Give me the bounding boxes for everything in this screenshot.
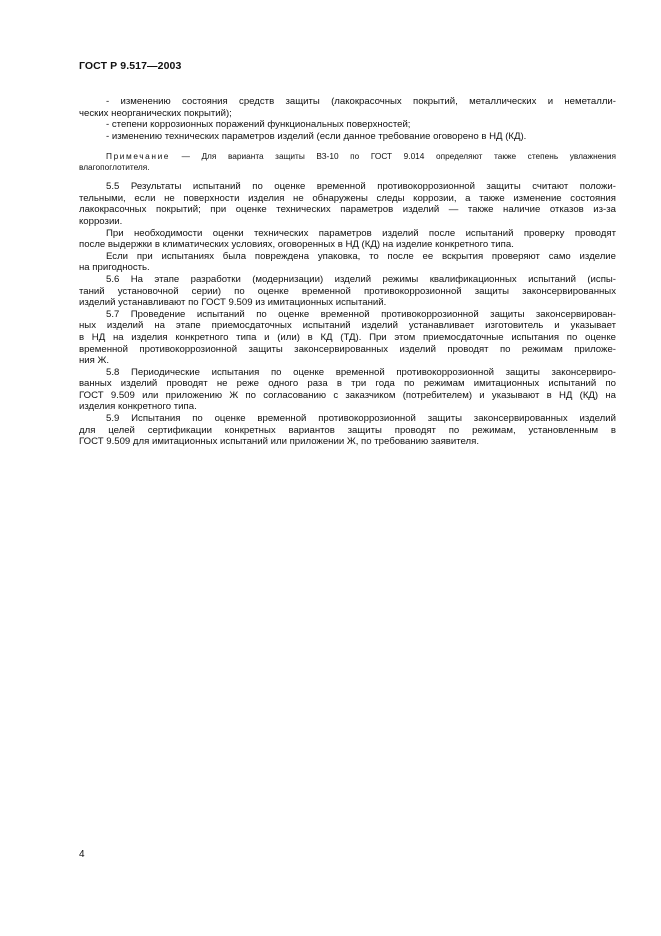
paragraph-5-9 <box>79 413 616 448</box>
paragraph-line: тельными, если не поверхности изделия не обнаружены следы коррозии, а также изменение состояния <box>79 192 616 204</box>
paragraph-5-8 <box>79 367 616 413</box>
paragraph-line: 5.5 Результаты испытаний по оценке временной противокоррозионной защиты считают положи- <box>106 181 616 193</box>
paragraph-line: после выдержки в климатических условиях, оговоренных в НД (КД) на изделие конкретного типа. <box>79 239 514 251</box>
paragraph-5-6 <box>79 274 616 309</box>
paragraph-line: Если при испытаниях была повреждена упаковка, то после ее вскрытия проверяют само изделие <box>106 250 616 262</box>
list-item <box>79 96 616 119</box>
paragraph-line: на пригодность. <box>79 262 150 274</box>
paragraph-line: 5.7 Проведение испытаний по оценке временной противокоррозионной защиты законсервирован- <box>106 308 616 320</box>
page-number: 4 <box>79 849 85 860</box>
paragraph-line: 5.8 Периодические испытания по оценке временной противокоррозионной защиты законсервиро- <box>106 366 616 378</box>
paragraph-line: изделия конкретного типа. <box>79 401 197 413</box>
paragraph-line: При необходимости оценки технических параметров изделий после испытаний проверку проводят <box>106 227 616 239</box>
note-block <box>79 151 616 172</box>
list-item-line: - изменению технических параметров изделий (если данное требование оговорено в НД (КД). <box>106 130 527 142</box>
paragraph-5-5 <box>79 181 616 227</box>
list-item-line: ческих неорганических покрытий); <box>79 107 232 119</box>
note-text: Для варианта защиты ВЗ-10 по ГОСТ 9.014 определяют также степень увлажнения <box>201 151 616 162</box>
paragraph-line: изделий устанавливают по ГОСТ 9.509 из имитационных испытаний. <box>79 297 387 309</box>
paragraph-line: 5.9 Испытания по оценке временной противокоррозионной защиты законсервированных изделий <box>106 413 616 425</box>
paragraph-line: таний установочной серии) по оценке временной противокоррозионной защиты законсервированных <box>79 285 616 297</box>
document-body <box>79 96 616 448</box>
paragraph-line: коррозии. <box>79 215 123 227</box>
list-item <box>79 131 616 143</box>
paragraph-5-5-b <box>79 228 616 251</box>
note-line: влагопоглотителя. <box>79 161 150 172</box>
note-line <box>79 151 616 161</box>
paragraph-line: временной противокоррозионной защиты законсервированных изделий проводят по режимам приложе- <box>79 343 616 355</box>
paragraph-line: ных изделий на этапе приемосдаточных испытаний изделий устанавливает изготовитель и указывает <box>79 320 616 332</box>
paragraph-line: 5.6 На этапе разработки (модернизации) изделий режимы квалификационных испытаний (испы- <box>106 273 616 285</box>
paragraph-line: ГОСТ 9.509 или приложению Ж по согласованию с заказчиком (потребителем) и указывают в НД (КД) на <box>79 389 616 401</box>
paragraph-line: ванных изделий проводят не реже одного раза в три года по режимам имитационных испытаний по <box>79 378 616 390</box>
paragraph-5-7 <box>79 309 616 367</box>
note-label: Примечание <box>106 151 171 162</box>
document-header: ГОСТ Р 9.517—2003 <box>79 60 182 72</box>
paragraph-line: для целей сертификации конкретных вариантов защиты проводят по режимам, установленным в <box>79 424 616 436</box>
paragraph-line: ГОСТ 9.509 для имитационных испытаний или приложении Ж, по требованию заявителя. <box>79 436 480 448</box>
paragraph-line: лакокрасочных покрытий; при оценке технических параметров изделий — также наличие отказов из-за <box>79 204 616 216</box>
paragraph-5-5-c <box>79 251 616 274</box>
note-dash: — <box>170 151 202 162</box>
list-item-line: - степени коррозионных поражений функциональных поверхностей; <box>106 119 411 131</box>
paragraph-line: ния Ж. <box>79 355 110 367</box>
paragraph-line: в НД на изделия конкретного типа и (или) в КД (ТД). При этом приемосдаточные испытания по оценке <box>79 331 616 343</box>
list-item-line: - изменению состояния средств защиты (лакокрасочных покрытий, металлических и неметалли- <box>106 96 616 107</box>
list-item <box>79 119 616 131</box>
